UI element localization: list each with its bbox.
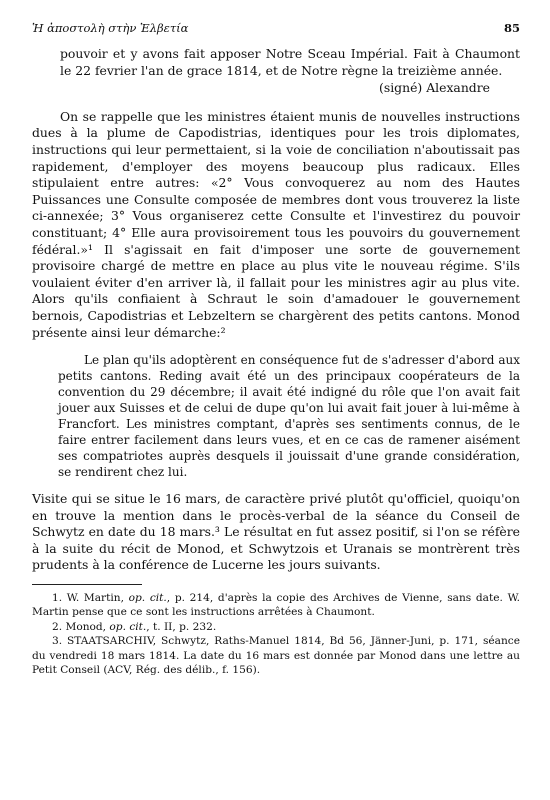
signature-line: (signé) Alexandre — [379, 80, 490, 96]
footnote-1: 1. W. Martin, op. cit., p. 214, d'après la copie des Archives de Vienne, sans date. W. Martin pense que ce sont les instructions arrêtées à Chaumont. — [32, 592, 520, 619]
document-closing-text: pouvoir et y avons fait apposer Notre Sceau Impérial. Fait à Chaumont le 22 fevrier l'an de grace 1814, et de Notre règne la treizième année. — [60, 46, 520, 78]
footnote-2: 2. Monod, op. cit., t. II, p. 232. — [52, 620, 217, 633]
body-paragraph-1: On se rappelle que les ministres étaient munis de nouvelles instructions dues à la plume de Capodistrias, identiques pour les trois diplomates, instructions qui leur permettaient, si la voie de conciliation n'aboutissait pas rapidement, d'employer des moyens beaucoup plus radicaux. Elles stipulaient entre autres: «2° Vous convoquerez au nom des Hautes Puissances une Consulte composée de membres dont vous trouverez la liste ci-annexée; 3° Vous organiserez cette Consulte et l'investirez du pouvoir constituant; 4° Elle aura provisoirement tous les pouvoirs du gouvernement fédéral.»¹ Il s'agissait en fait d'imposer une sorte de gouvernement provisoire chargé de mettre en place au plus vite le nouveau régime. S'ils voulaient éviter d'en arriver là, il fallait pour les ministres agir au plus vite. Alors qu'ils confiaient à Schraut le soin d'amadouer le gouvernement bernois, Capodistrias et Lebzeltern se chargèrent des petits cantons. Monod présente ainsi leur démarche:² — [32, 108, 520, 340]
block-quote: Le plan qu'ils adoptèrent en conséquence fut de s'adresser d'abord aux petits cantons. Reding avait été un des principaux coopérateurs de la convention du 29 décembre; il avait été indigné du rôle que l'on avait fait jouer aux Suisses et de celui de dupe qu'on lui avait fait jouer à lui-même à Francfort. Les ministres comptant, d'après ses sentiments connus, de le faire entrer facilement dans leurs vues, et en ce cas de ramener aisément ses compatriotes auprès desquels il jouissait d'une grande considération, se rendirent chez lui. — [58, 353, 520, 480]
body-paragraph-2: Visite qui se situe le 16 mars, de caractère privé plutôt qu'officiel, quoiqu'on en trouve la mention dans le procès-verbal de la séance du Conseil de Schwytz en date du 18 mars.³ Le résultat en fut assez positif, si l'on se réfère à la suite du récit de Monod, et Schwytzois et Uranais se montrèrent très prudents à la conférence de Lucerne les jours suivants. — [32, 491, 520, 573]
running-title: Ἡ ἀποστολὴ στὴν Ἑλβετία — [32, 21, 189, 35]
footnote-divider — [32, 584, 142, 585]
page-header — [32, 20, 520, 36]
page-number: 85 — [503, 21, 520, 35]
footnote-3: 3. STAATSARCHIV, Schwytz, Raths-Manuel 1814, Bd 56, Jänner-Juni, p. 171, séance du vendredi 18 mars 1814. La date du 16 mars est donnée par Monod dans une lettre au Petit Conseil (ACV, Rég. des délib., f. 156). — [32, 635, 520, 677]
footnotes — [32, 591, 520, 677]
document-page — [32, 20, 520, 678]
